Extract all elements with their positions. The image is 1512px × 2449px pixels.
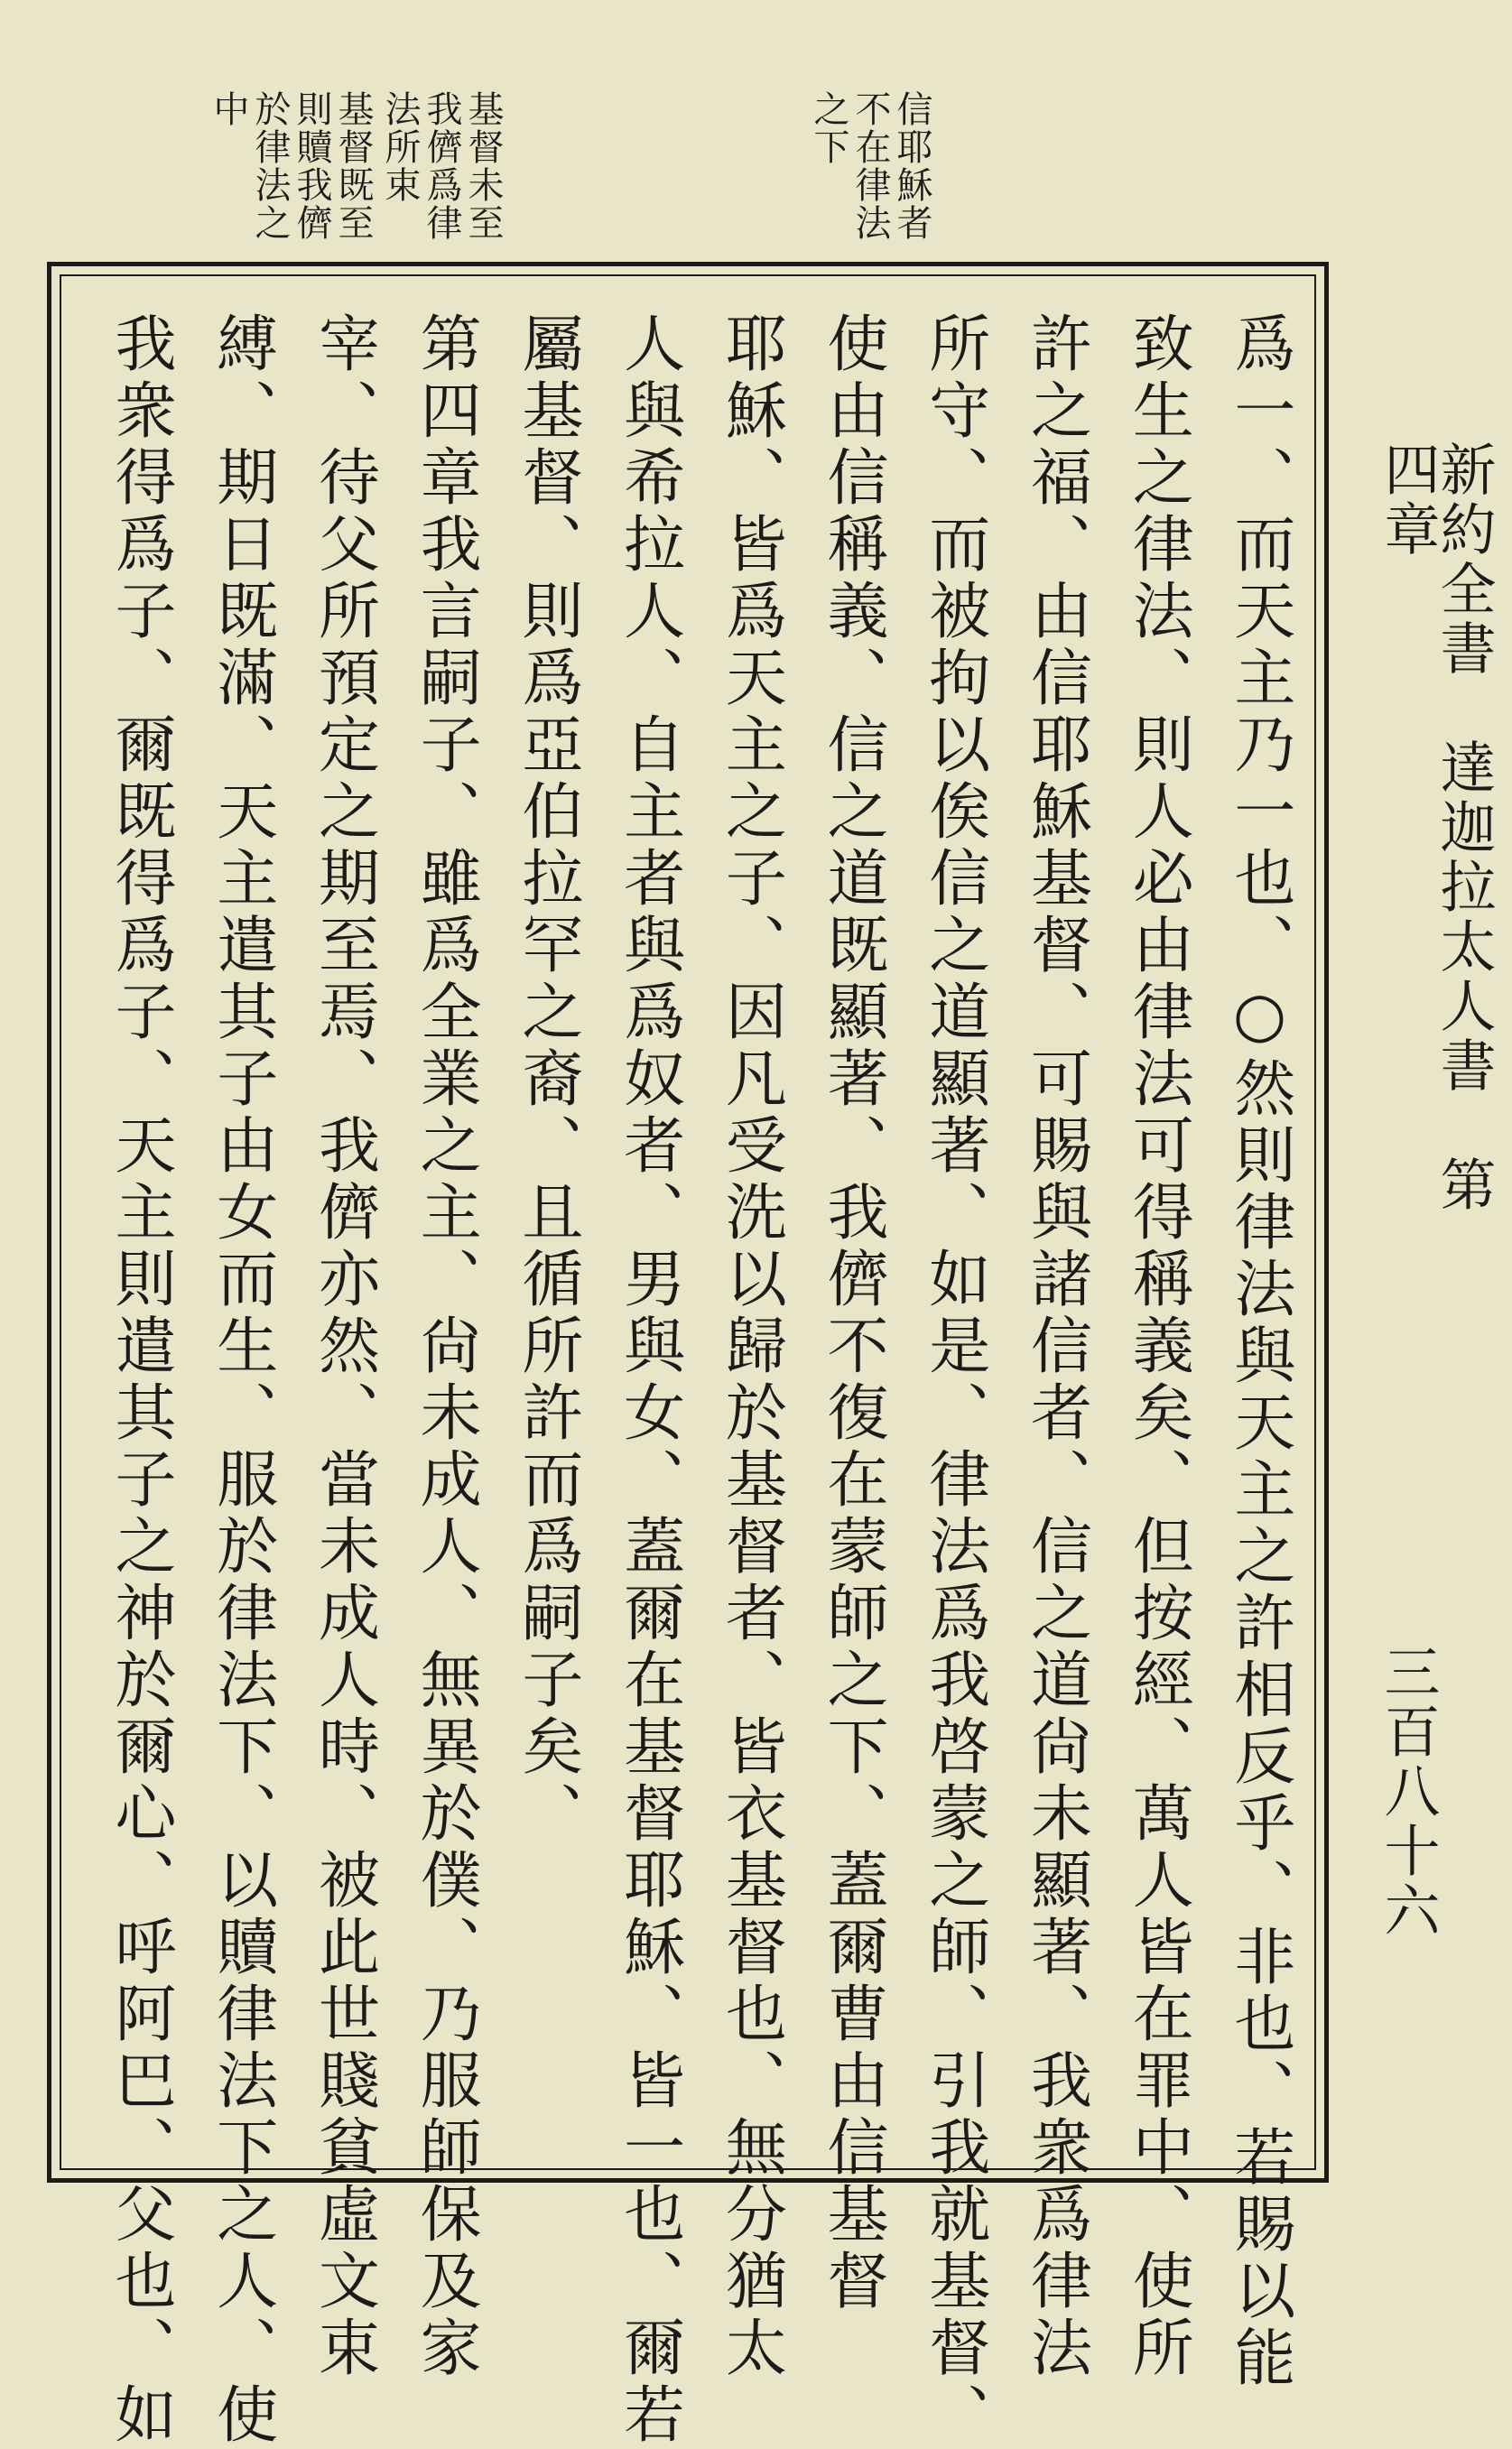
body-line: 人與希拉人、自主者與爲奴者、男與女、蓋爾在基督耶穌、皆一也、爾若 — [613, 311, 685, 2449]
page-number: 三百八十六 — [1375, 1643, 1441, 1941]
marginal-note-line: 信耶穌者 — [891, 90, 932, 242]
marginal-note-line: 之下 — [808, 90, 849, 166]
body-line: 所守、而被拘以俟信之道顯著、如是、律法爲我啓蒙之師、引我就基督、 — [918, 311, 990, 2449]
marginal-note-line: 我儕爲律 — [421, 90, 462, 242]
body-text — [90, 311, 1309, 2449]
marginal-note-line: 則贖我儕 — [291, 90, 332, 242]
marginal-note-line: 中 — [208, 90, 249, 128]
marginal-note-line: 基督既至 — [332, 90, 374, 242]
body-line: 許之福、由信耶穌基督、可賜與諸信者、信之道尙未顯著、我衆爲律法 — [1020, 311, 1092, 2382]
marginal-note-line: 不在律法 — [849, 90, 891, 242]
body-line: 縛、期日既滿、天主遣其子由女而生、服於律法下、以贖律法下之人、使 — [206, 311, 278, 2449]
marginal-note-line: 法所束 — [379, 90, 421, 204]
running-head: 新約全書 達迦拉太人書 第四章 — [1375, 441, 1497, 1215]
body-line: 使由信稱義、信之道既顯著、我儕不復在蒙師之下、蓋爾曹由信基督 — [817, 311, 889, 2315]
body-line: 爲一、而天主乃一也、○然則律法與天主之許相反乎、非也、若賜以能 — [1223, 311, 1295, 2392]
marginal-note-line: 基督未至 — [462, 90, 504, 242]
marginal-note-line: 於律法之 — [249, 90, 291, 242]
marginal-note-right — [808, 90, 932, 262]
body-line: 耶穌、皆爲天主之子、因凡受洗以歸於基督者、皆衣基督也、無分猶太 — [715, 311, 787, 2382]
body-line: 我衆得爲子、爾既得爲子、天主則遣其子之神於爾心、呼阿巴、父也、如 — [105, 311, 176, 2449]
body-line: 宰、待父所預定之期至焉、我儕亦然、當未成人時、被此世賤貧虛文束 — [308, 311, 380, 2382]
body-line-chapter-start: 第四章我言嗣子、雖爲全業之主、尙未成人、無異於僕、乃服師保及家 — [410, 311, 482, 2382]
marginal-note-middle — [379, 90, 504, 262]
body-line: 致生之律法、則人必由律法可得稱義矣、但按經、萬人皆在罪中、使所 — [1122, 311, 1194, 2382]
marginal-note-left — [208, 90, 374, 262]
body-line: 屬基督、則爲亞伯拉罕之裔、且循所許而爲嗣子矣、 — [511, 311, 583, 1848]
